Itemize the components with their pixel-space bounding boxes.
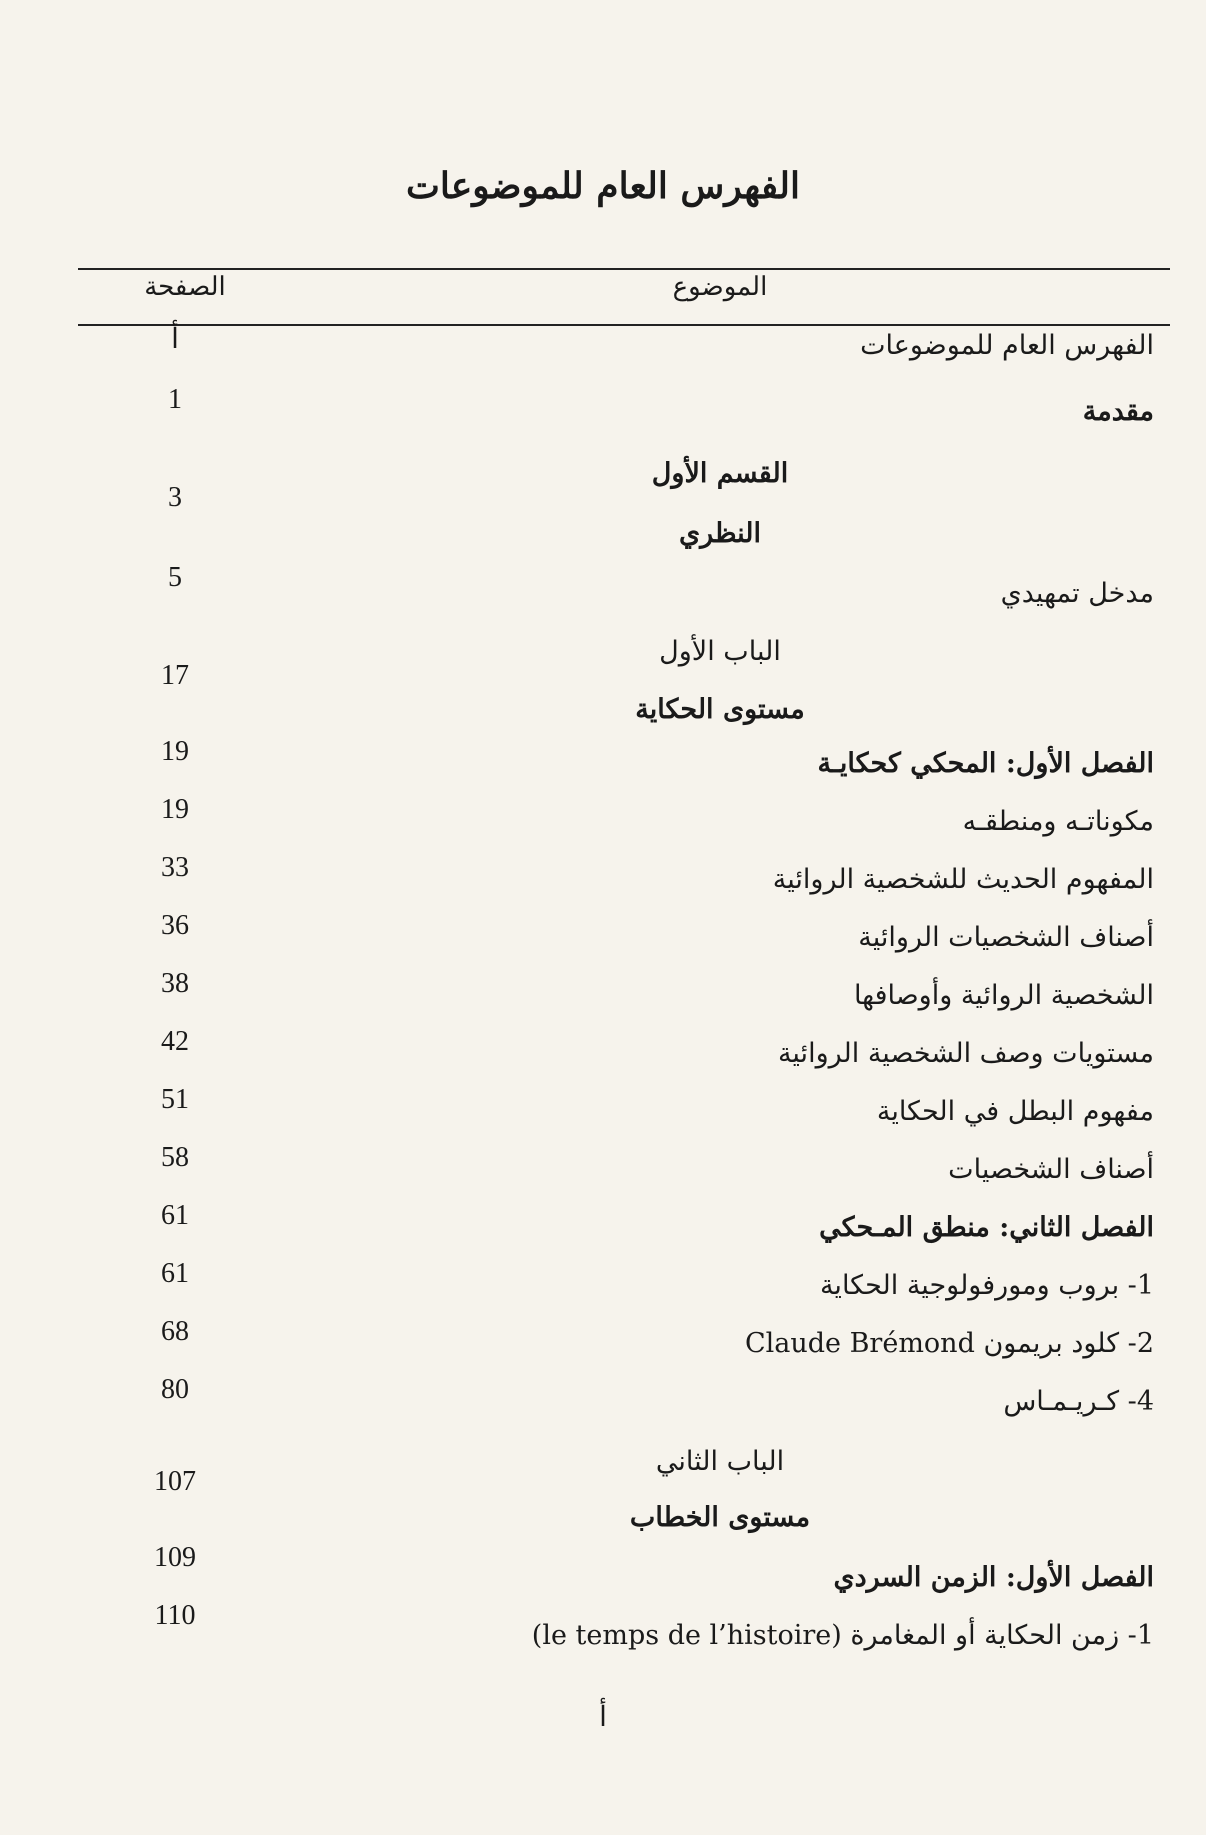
- toc-page-number: 58: [161, 1142, 189, 1173]
- toc-page-number: 109: [154, 1542, 196, 1573]
- toc-entry: الفصل الثاني: منطق المـحكي: [819, 1212, 1154, 1243]
- toc-entry: مدخل تمهيدي: [1000, 578, 1154, 609]
- page-folio: أ: [599, 1700, 607, 1733]
- toc-entry: الفصل الأول: الزمن السردي: [833, 1562, 1154, 1593]
- toc-entry: مفهوم البطل في الحكاية: [876, 1096, 1154, 1127]
- toc-page-number: 61: [161, 1258, 189, 1289]
- toc-entry: مكوناتـه ومنطقـه: [962, 806, 1154, 837]
- header-top-rule: [78, 268, 1170, 270]
- toc-entry: الفصل الأول: المحكي كحكايـة: [817, 748, 1154, 779]
- toc-entry: المفهوم الحديث للشخصية الروائية: [772, 864, 1154, 895]
- toc-section-heading: النظري: [678, 518, 762, 549]
- toc-page-number: 68: [161, 1316, 189, 1347]
- toc-page-number: 19: [161, 736, 189, 767]
- toc-entry: 1- زمن الحكاية أو المغامرة (le temps de l’histoire): [531, 1620, 1154, 1651]
- toc-page-number: 1: [168, 384, 182, 415]
- toc-entry: مستويات وصف الشخصية الروائية: [777, 1038, 1154, 1069]
- toc-page-number: 36: [161, 910, 189, 941]
- toc-page-number: 80: [161, 1374, 189, 1405]
- toc-section-heading: الباب الأول: [659, 636, 781, 667]
- toc-entry: 2- كلود بريمون Claude Brémond: [744, 1328, 1154, 1359]
- toc-page-number: 107: [154, 1466, 196, 1497]
- toc-page-number: 51: [161, 1084, 189, 1115]
- toc-page-number: 5: [168, 562, 182, 593]
- toc-page-number: 38: [161, 968, 189, 999]
- toc-entry: الشخصية الروائية وأوصافها: [853, 980, 1154, 1011]
- toc-page-number: 42: [161, 1026, 189, 1057]
- toc-section-heading: القسم الأول: [651, 458, 789, 489]
- toc-page-number: 33: [161, 852, 189, 883]
- page-column-header: الصفحة: [144, 272, 226, 302]
- toc-entry: أصناف الشخصيات الروائية: [858, 922, 1154, 953]
- toc-page-number: أ: [171, 324, 179, 355]
- toc-entry: 4- كـريـمـاس: [1003, 1386, 1154, 1417]
- toc-entry: مقدمة: [1082, 396, 1154, 427]
- toc-section-heading: مستوى الحكاية: [635, 694, 805, 725]
- toc-entry: 1- بروب ومورفولوجية الحكاية: [819, 1270, 1154, 1301]
- toc-page-number: 61: [161, 1200, 189, 1231]
- toc-entry: أصناف الشخصيات: [948, 1154, 1154, 1185]
- toc-page-number: 3: [168, 482, 182, 513]
- toc-page-number: 19: [161, 794, 189, 825]
- toc-section-heading: الباب الثاني: [655, 1446, 785, 1477]
- subject-column-header: الموضوع: [672, 272, 768, 302]
- page-title: الفهرس العام للموضوعات: [405, 165, 801, 207]
- toc-page-number: 110: [154, 1600, 196, 1631]
- toc-page-number: 17: [161, 660, 189, 691]
- toc-section-heading: مستوى الخطاب: [629, 1502, 811, 1533]
- toc-entry: الفهرس العام للموضوعات: [860, 330, 1154, 361]
